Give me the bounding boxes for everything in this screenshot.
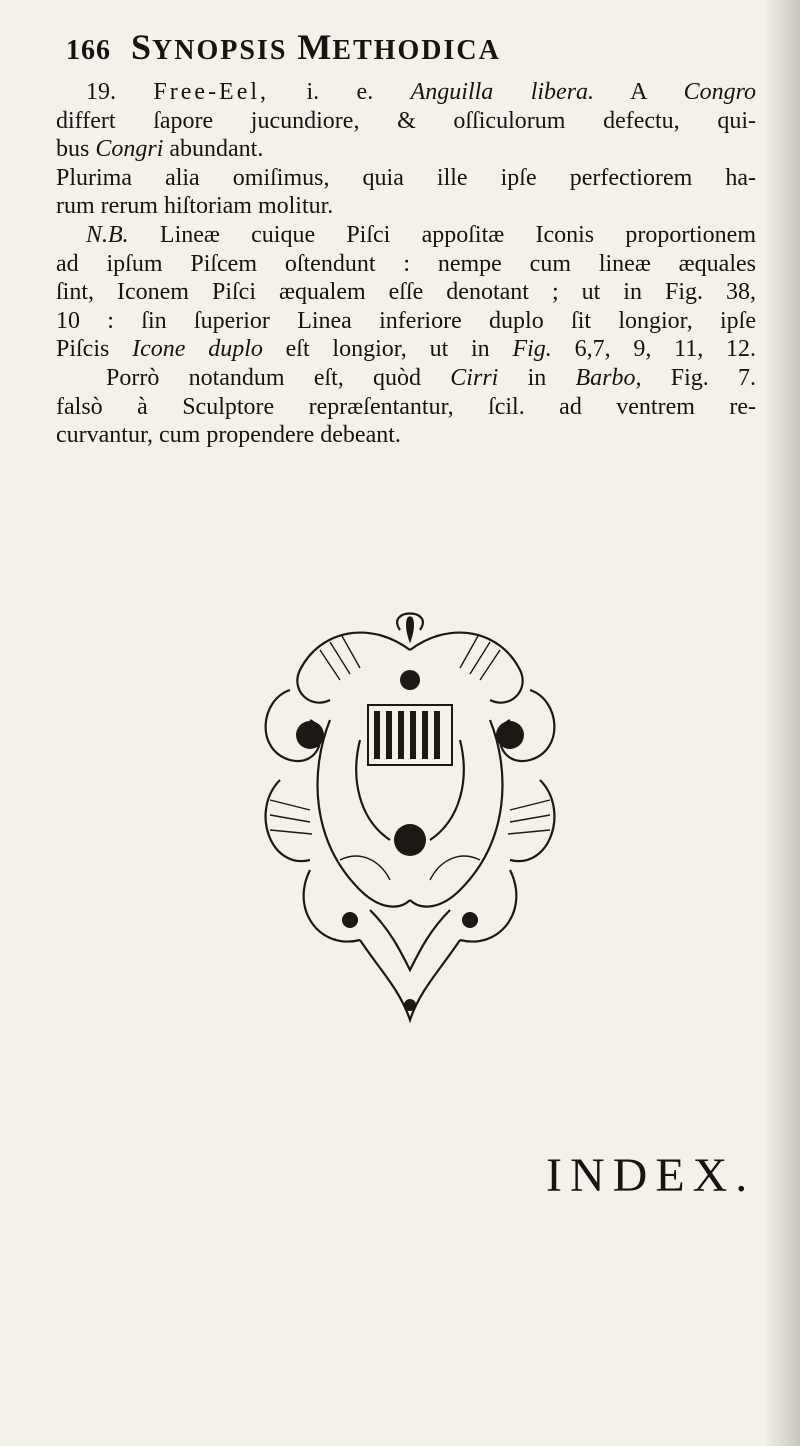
id-est: i. e. [306,79,374,105]
running-header [66,26,626,76]
body-text [56,78,756,450]
title-rest-synopsis: YNOPSIS [152,35,288,66]
text-line [56,78,756,107]
latin-word: Barbo, [575,364,642,391]
text-line: falsò à Sculptore repræſentantur, ſcil. ad ventrem re- [56,393,756,420]
text-line [56,221,756,250]
entry-number: 19. [86,79,116,105]
word: Porrò notandum eſt, quòd [106,364,422,391]
figure-ref: Fig. 7. [670,364,757,391]
text-line: ad ipſum Piſcem oſtendunt : nempe cum lineæ æquales [56,250,756,277]
page-edge-shadow [766,0,800,1446]
word: A [630,79,647,105]
word: in [527,364,547,391]
latin-word: Congri [95,136,164,163]
text-line: rum rerum hiſtoriam molitur. [56,193,334,220]
figure-numbers: 6,7, 9, 11, 12. [574,336,757,363]
text-line: curvantur, cum propendere debeant. [56,422,401,449]
paragraph-porro [56,364,756,450]
title-initial-m: M [297,27,333,67]
text-line [56,364,756,393]
figure-ref: Fig. [512,336,552,363]
text-line: Plurima alia omiſimus, quia ille ipſe perfectiorem ha- [56,164,756,191]
decorative-tailpiece-icon [250,610,570,1030]
page-number: 166 [66,35,111,66]
text-line [56,135,756,164]
catchword-index: INDEX. [546,1149,756,1202]
latin-word: Cirri [450,364,499,391]
text-line [56,335,756,364]
title-rest-methodica: ETHODICA [332,35,501,66]
nota-bene: N.B. [86,221,129,248]
latin-name: Anguilla libera. [410,79,595,105]
text-line: ſint, Iconem Piſci æqualem eſſe denotant ; ut in Fig. 38, [56,279,756,306]
title-initial-s: S [131,27,153,67]
text-line: 10 : ſin ſuperior Linea inferiore duplo ſit longior, ipſe [56,307,756,334]
paragraph-plurima [56,164,756,221]
text-line: differt ſapore jucundiore, & oſſiculorum defectu, qui- [56,107,756,134]
latin-word: Congro [683,79,757,105]
word: bus [56,136,90,163]
italic-phrase: Icone duplo [132,336,263,363]
entry-name: Free-Eel, [153,79,270,105]
paragraph-nota-bene [56,221,756,364]
word: abundant. [169,136,264,163]
paragraph-19 [56,78,756,164]
word: Piſcis [56,336,110,363]
word: Lineæ cuique Piſci appoſitæ Iconis proportionem [159,221,756,248]
word: eſt longior, ut in [285,336,490,363]
